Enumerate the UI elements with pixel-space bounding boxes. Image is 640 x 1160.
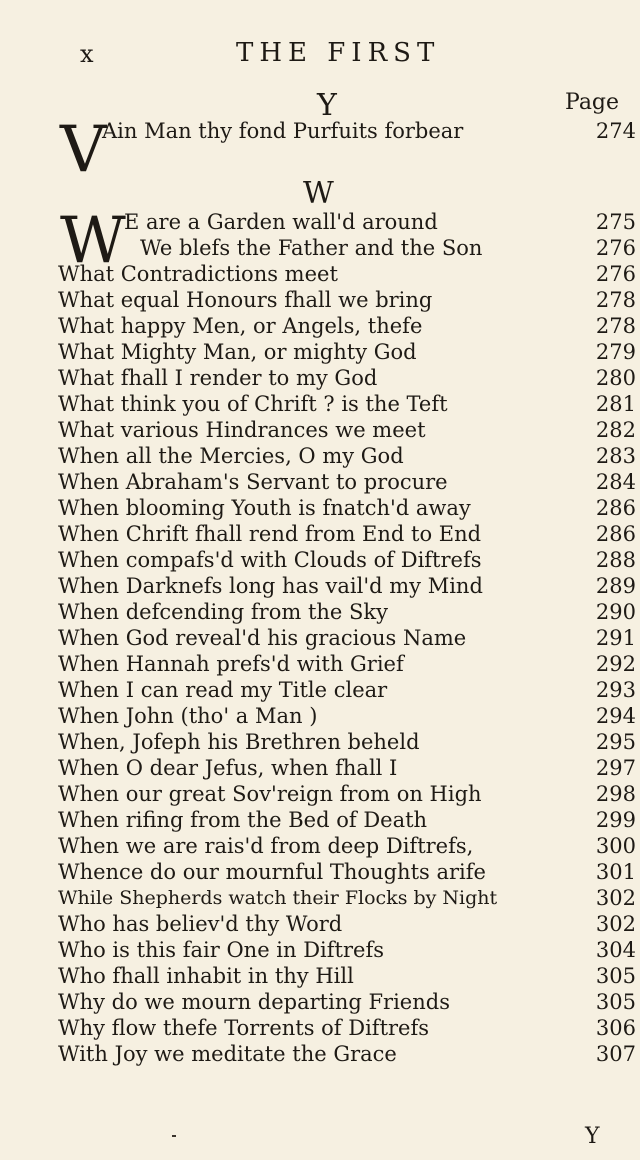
index-entry — [58, 287, 636, 313]
entry-title: When I can read my Title clear — [58, 678, 388, 702]
entry-page: 280 — [595, 366, 636, 390]
index-entry — [58, 209, 636, 235]
entry-title: What equal Honours fhall we bring — [58, 288, 433, 312]
entry-title: When God reveal'd his gracious Name — [58, 626, 467, 650]
index-entry — [58, 651, 636, 677]
entry-title: When Darknefs long has vail'd my Mind — [58, 574, 483, 598]
entry-title: Who fhall inhabit in thy Hill — [58, 964, 354, 988]
entry-page: 295 — [595, 730, 636, 754]
index-entry — [58, 937, 636, 963]
index-entry — [58, 235, 636, 261]
entry-page: 301 — [595, 860, 636, 884]
entry-page: 305 — [595, 964, 636, 988]
index-entry — [58, 573, 636, 599]
entry-page: 278 — [595, 314, 636, 338]
entry-page: 283 — [595, 444, 636, 468]
entry-page: 305 — [595, 990, 636, 1014]
entry-title: Ain Man thy fond Purfuits forbear — [102, 119, 464, 143]
entry-title: When John (tho' a Man ) — [58, 704, 318, 728]
index-entry — [58, 365, 636, 391]
index-entry — [58, 989, 636, 1015]
entry-page: 276 — [595, 262, 636, 286]
index-entry — [58, 911, 636, 937]
entry-page: 290 — [595, 600, 636, 624]
index-entry — [58, 807, 636, 833]
drop-cap-v: V — [60, 113, 107, 187]
index-entry — [58, 339, 636, 365]
entry-title: E are a Garden wall'd around — [124, 210, 438, 234]
index-entry — [58, 625, 636, 651]
entry-title: We blefs the Father and the Son — [140, 236, 483, 260]
entry-title: Whence do our mournful Thoughts arife — [58, 860, 486, 884]
entry-page: 293 — [595, 678, 636, 702]
entry-page: 282 — [595, 418, 636, 442]
index-entry — [58, 261, 636, 287]
entry-page: 297 — [595, 756, 636, 780]
entry-page: 286 — [595, 496, 636, 520]
entry-title: When Chrift fhall rend from End to End — [58, 522, 482, 546]
entry-title: What happy Men, or Angels, thefe — [58, 314, 423, 338]
index-entry — [58, 118, 636, 144]
entry-page: 300 — [595, 834, 636, 858]
entry-page: 302 — [595, 886, 636, 910]
entry-page: 306 — [595, 1016, 636, 1040]
entry-title: When Abraham's Servant to procure — [58, 470, 448, 494]
index-entry — [58, 521, 636, 547]
entry-title: With Joy we meditate the Grace — [58, 1042, 397, 1066]
entry-title: Who has believ'd thy Word — [58, 912, 343, 936]
index-entry — [58, 833, 636, 859]
entry-page: 286 — [595, 522, 636, 546]
entry-page: 288 — [595, 548, 636, 572]
entry-title: What Contradictions meet — [58, 262, 338, 286]
running-head: THE FIRST — [236, 38, 441, 68]
index-entry — [58, 885, 636, 911]
entry-title: When defcending from the Sky — [58, 600, 388, 624]
entry-title: What think you of Chrift ? is the Teft — [58, 392, 448, 416]
printer-mark — [172, 1135, 176, 1137]
entry-page: 275 — [595, 210, 636, 234]
entry-title: When rifing from the Bed of Death — [58, 808, 428, 832]
index-entry — [58, 547, 636, 573]
index-entry — [58, 495, 636, 521]
entry-title: What various Hindrances we meet — [58, 418, 426, 442]
section-letter-w: W — [303, 176, 334, 211]
entry-title: Why do we mourn departing Friends — [58, 990, 450, 1014]
entry-page: 299 — [595, 808, 636, 832]
entry-page: 292 — [595, 652, 636, 676]
entry-page: 298 — [595, 782, 636, 806]
entry-title: When our great Sov'reign from on High — [58, 782, 482, 806]
index-entry — [58, 963, 636, 989]
entry-title: Who is this fair One in Diftrefs — [58, 938, 384, 962]
entry-page: 274 — [595, 119, 636, 143]
entry-title: When compafs'd with Clouds of Diftrefs — [58, 548, 482, 572]
entry-page: 294 — [595, 704, 636, 728]
index-entry — [58, 859, 636, 885]
entry-title: What fhall I render to my God — [58, 366, 378, 390]
entry-page: 281 — [595, 392, 636, 416]
entry-title: Why flow thefe Torrents of Diftrefs — [58, 1016, 430, 1040]
entry-title: When blooming Youth is fnatch'd away — [58, 496, 471, 520]
entry-page: 289 — [595, 574, 636, 598]
index-entry — [58, 755, 636, 781]
entry-page: 291 — [595, 626, 636, 650]
entry-page: 304 — [595, 938, 636, 962]
catchword: Y — [585, 1124, 600, 1149]
entry-title: When we are rais'd from deep Diftrefs, — [58, 834, 474, 858]
index-entry — [58, 781, 636, 807]
entry-title: While Shepherds watch their Flocks by Night — [58, 887, 498, 909]
drop-cap-w: W — [60, 204, 126, 278]
entry-page: 307 — [595, 1042, 636, 1066]
index-entry — [58, 1041, 636, 1067]
entry-page: 279 — [595, 340, 636, 364]
entry-title: What Mighty Man, or mighty God — [58, 340, 417, 364]
entry-page: 276 — [595, 236, 636, 260]
entry-page: 302 — [595, 912, 636, 936]
entry-title: When all the Mercies, O my God — [58, 444, 404, 468]
page-column-label: Page — [565, 90, 620, 115]
index-entry — [58, 729, 636, 755]
entry-title: When Hannah prefs'd with Grief — [58, 652, 404, 676]
entry-title: When O dear Jefus, when fhall I — [58, 756, 398, 780]
index-entry — [58, 677, 636, 703]
index-entry — [58, 391, 636, 417]
index-entry — [58, 313, 636, 339]
index-entry — [58, 469, 636, 495]
entry-page: 284 — [595, 470, 636, 494]
entry-page: 278 — [595, 288, 636, 312]
index-entry — [58, 703, 636, 729]
page-number: x — [80, 40, 94, 68]
section-letter-y: Y — [317, 88, 337, 123]
index-entry — [58, 443, 636, 469]
index-entry — [58, 417, 636, 443]
entry-title: When, Jofeph his Brethren beheld — [58, 730, 420, 754]
index-entry — [58, 1015, 636, 1041]
index-entry — [58, 599, 636, 625]
